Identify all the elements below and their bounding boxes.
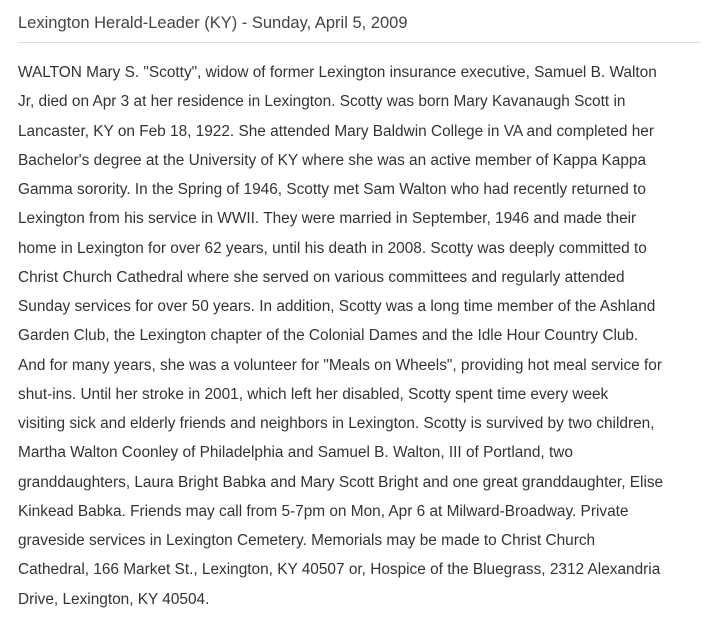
newspaper-source-title: Lexington Herald-Leader (KY) - Sunday, April 5, 2009 bbox=[18, 14, 408, 32]
obituary-line: Christ Church Cathedral where she served on various committees and regularly attended bbox=[18, 268, 625, 286]
obituary-line: Cathedral, 166 Market St., Lexington, KY 40507 or, Hospice of the Bluegrass, 2312 Alexandria bbox=[18, 561, 661, 579]
obituary-line: WALTON Mary S. "Scotty", widow of former Lexington insurance executive, Samuel B. Walton bbox=[18, 64, 657, 81]
obituary-text bbox=[18, 58, 708, 614]
obituary-line: Drive, Lexington, KY 40504. bbox=[18, 590, 210, 608]
obituary-line: Sunday services for over 50 years. In addition, Scotty was a long time member of the Ashland bbox=[18, 298, 656, 315]
obituary-line: Kinkead Babka. Friends may call from 5-7pm on Mon, Apr 6 at Milward-Broadway. Private bbox=[18, 502, 629, 520]
obituary-line: Gamma sorority. In the Spring of 1946, Scotty met Sam Walton who had recently returned to bbox=[18, 181, 646, 198]
obituary-line: Lexington from his service in WWII. They were married in September, 1946 and made their bbox=[18, 210, 637, 228]
obituary-line: Garden Club, the Lexington chapter of the Colonial Dames and the Idle Hour Country Club. bbox=[18, 327, 639, 345]
obituary-line: Bachelor's degree at the University of KY where she was an active member of Kappa Kappa bbox=[18, 151, 647, 169]
obituary-line: granddaughters, Laura Bright Babka and Mary Scott Bright and one great granddaughter, Elise bbox=[18, 473, 664, 491]
obituary-line: Martha Walton Coonley of Philadelphia and Samuel B. Walton, III of Portland, two bbox=[18, 444, 573, 462]
article-header bbox=[18, 9, 700, 43]
obituary-line: Lancaster, KY on Feb 18, 1922. She attended Mary Baldwin College in VA and completed her bbox=[18, 122, 654, 140]
obituary-line: visiting sick and elderly friends and neighbors in Lexington. Scotty is survived by two children, bbox=[18, 415, 655, 432]
obituary-line: home in Lexington for over 62 years, until his death in 2008. Scotty was deeply committed to bbox=[18, 239, 647, 257]
obituary-line: graveside services in Lexington Cemetery. Memorials may be made to Christ Church bbox=[18, 532, 596, 549]
obituary-line: And for many years, she was a volunteer for "Meals on Wheels", providing hot meal service for bbox=[18, 356, 662, 374]
obituary-line: Jr, died on Apr 3 at her residence in Lexington. Scotty was born Mary Kavanaugh Scott in bbox=[18, 93, 626, 111]
obituary-line: shut-ins. Until her stroke in 2001, which left her disabled, Scotty spent time every week bbox=[18, 385, 609, 403]
